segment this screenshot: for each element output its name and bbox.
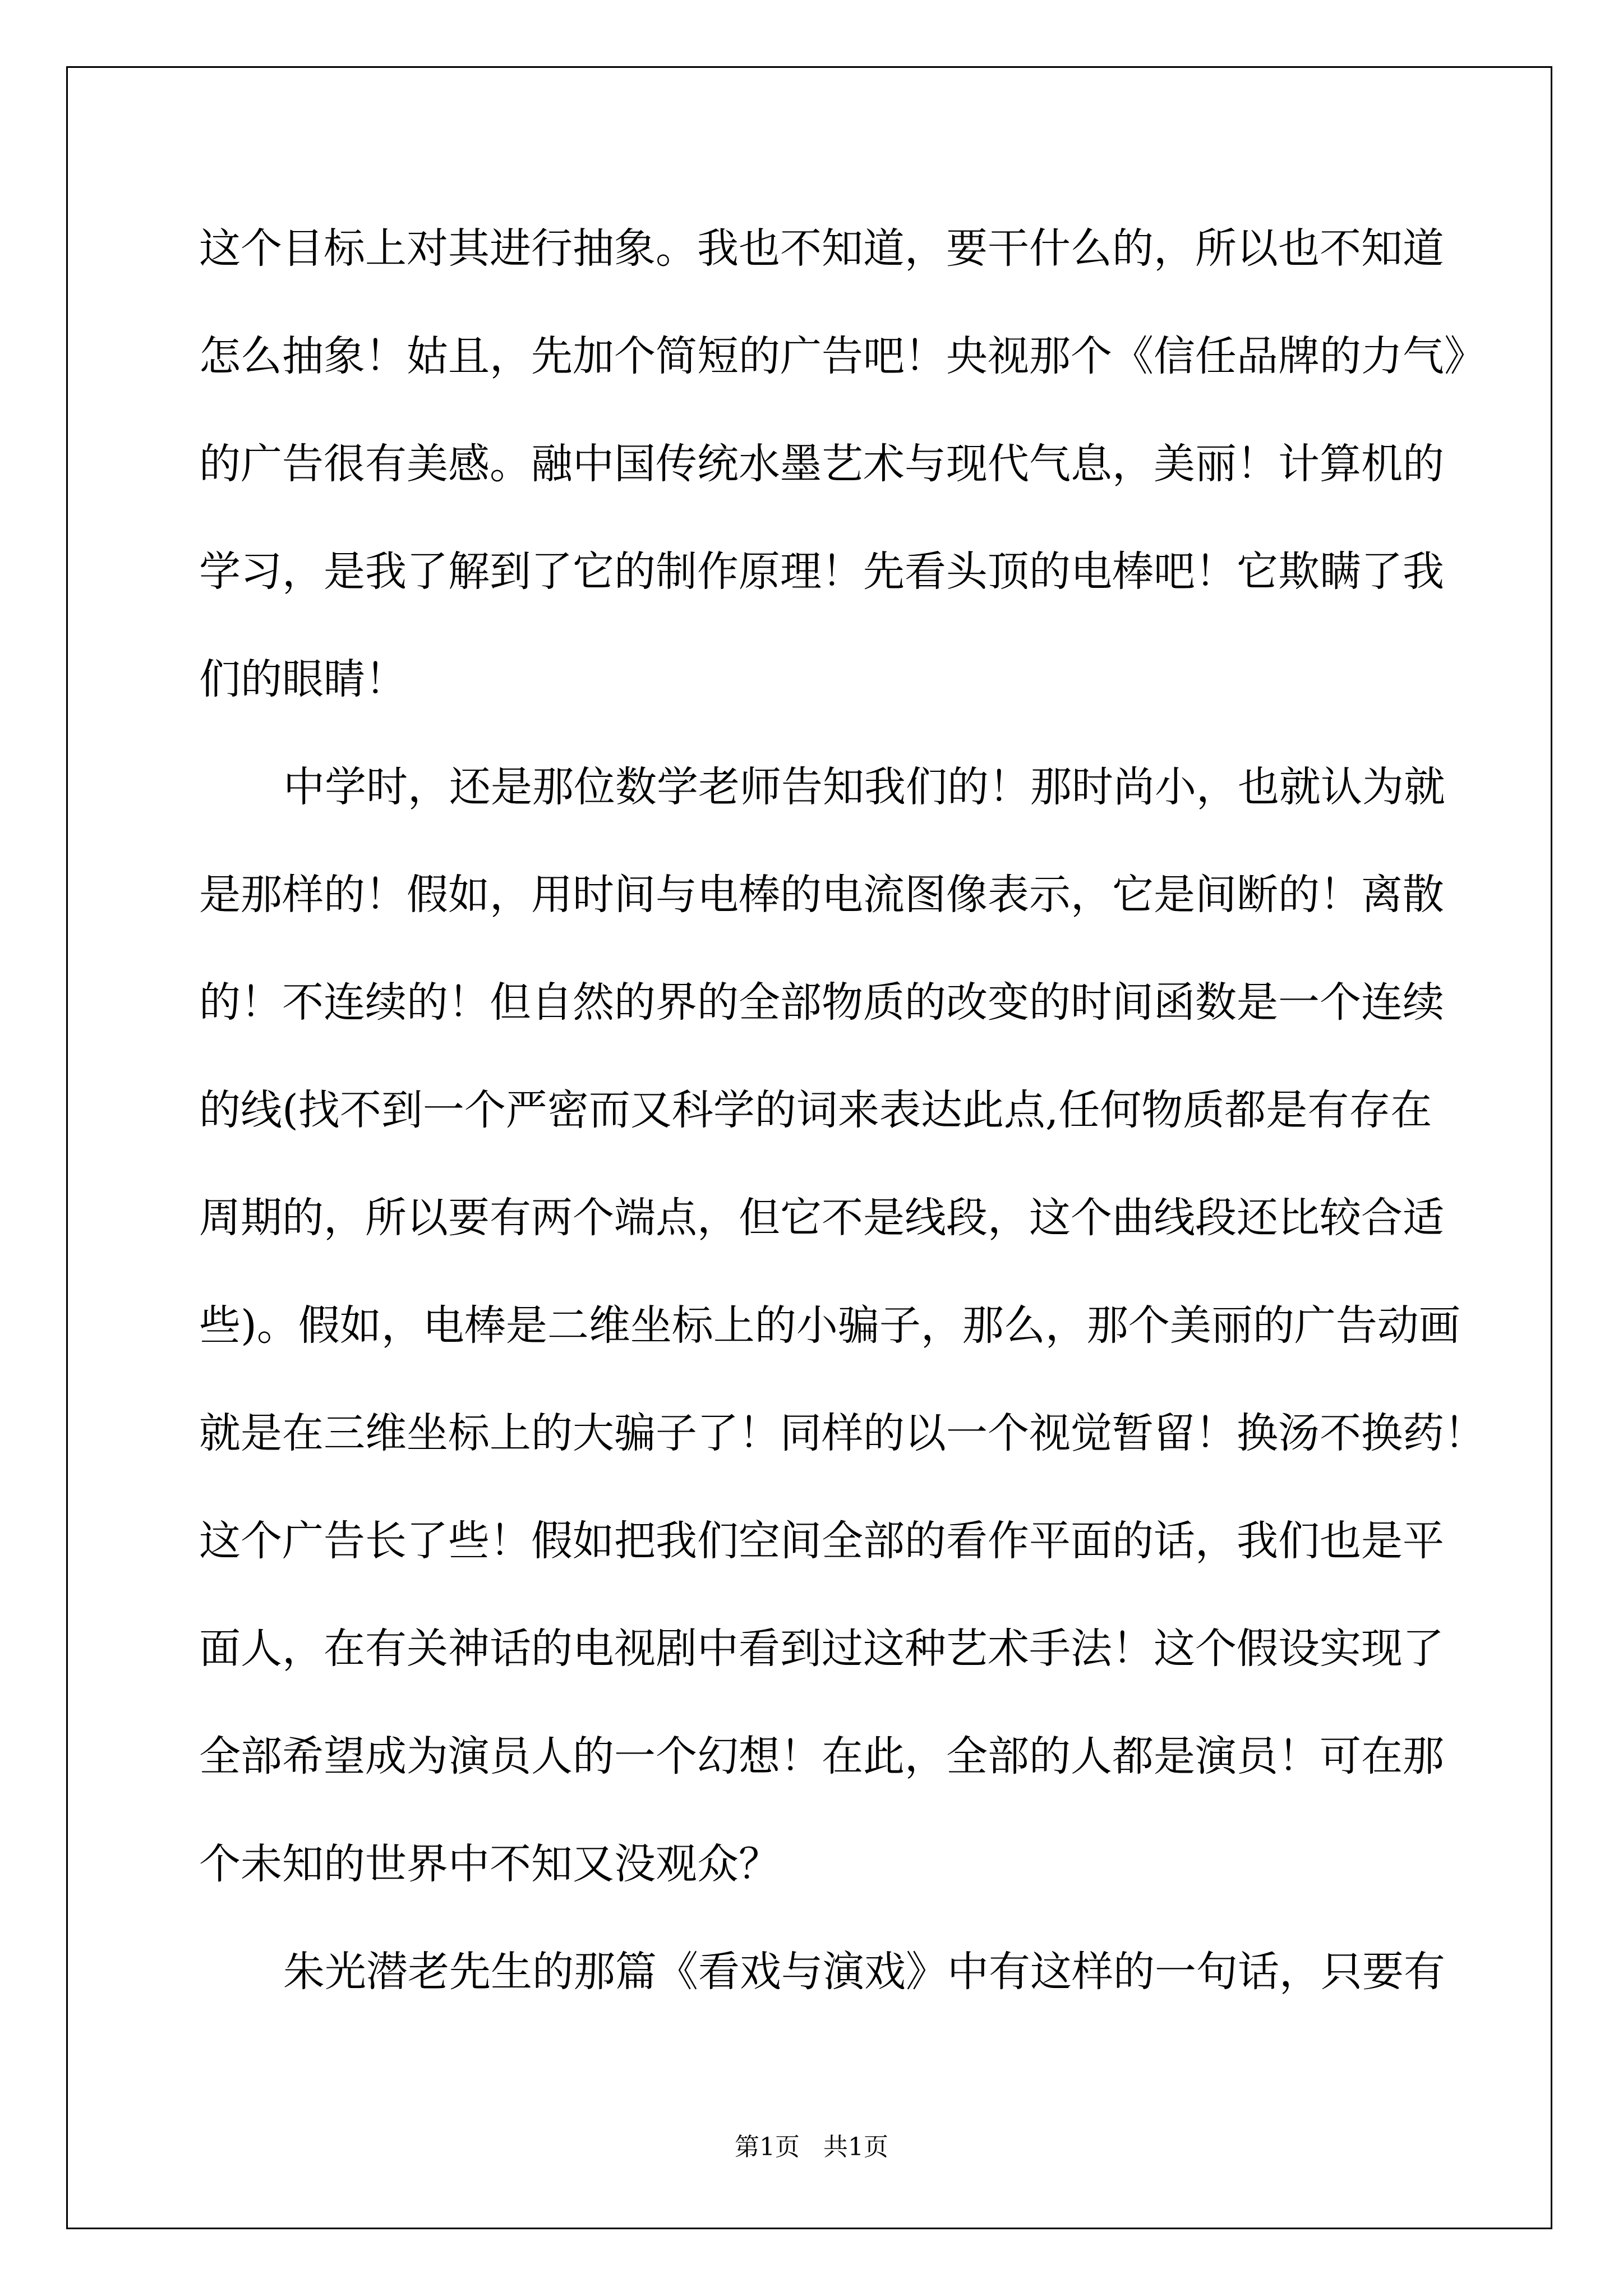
text-line: 学习，是我了解到了它的制作原理！先看头顶的电棒吧！它欺瞒了我 <box>199 547 1444 596</box>
text-line: 中学时，还是那位数学老师告知我们的！那时尚小，也就认为就 <box>283 763 1445 811</box>
text-line: 的线(找不到一个严密而又科学的词来表达此点,任何物质都是有存在 <box>199 1086 1432 1134</box>
page-border <box>66 66 1552 2229</box>
text-line: 全部希望成为演员人的一个幻想！在此，全部的人都是演员！可在那 <box>199 1732 1444 1780</box>
text-line: 就是在三维坐标上的大骗子了！同样的以一个视觉暂留！换汤不换药！ <box>199 1409 1486 1457</box>
text-line: 的广告很有美感。融中国传统水墨艺术与现代气息，美丽！计算机的 <box>199 440 1444 488</box>
text-line: 这个广告长了些！假如把我们空间全部的看作平面的话，我们也是平 <box>199 1517 1444 1565</box>
text-line: 怎么抽象！姑且，先加个简短的广告吧！央视那个《信任品牌的力气》 <box>199 332 1486 380</box>
text-line: 们的眼睛！ <box>199 655 407 703</box>
text-line: 的！不连续的！但自然的界的全部物质的改变的时间函数是一个连续 <box>199 978 1444 1027</box>
text-line: 这个目标上对其进行抽象。我也不知道，要干什么的，所以也不知道 <box>199 224 1444 273</box>
text-line: 是那样的！假如，用时间与电棒的电流图像表示，它是间断的！离散 <box>199 871 1444 919</box>
text-line: 面人，在有关神话的电视剧中看到过这种艺术手法！这个假设实现了 <box>199 1625 1444 1673</box>
text-line: 朱光潜老先生的那篇《看戏与演戏》中有这样的一句话，只要有 <box>283 1948 1445 1996</box>
text-line: 些)。假如，电棒是二维坐标上的小骗子，那么，那个美丽的广告动画 <box>199 1301 1460 1350</box>
text-line: 个未知的世界中不知又没观众？ <box>199 1840 780 1888</box>
page-number-footer: 第1页 共1页 <box>735 2133 888 2161</box>
text-line: 周期的，所以要有两个端点，但它不是线段，这个曲线段还比较合适 <box>199 1194 1444 1242</box>
